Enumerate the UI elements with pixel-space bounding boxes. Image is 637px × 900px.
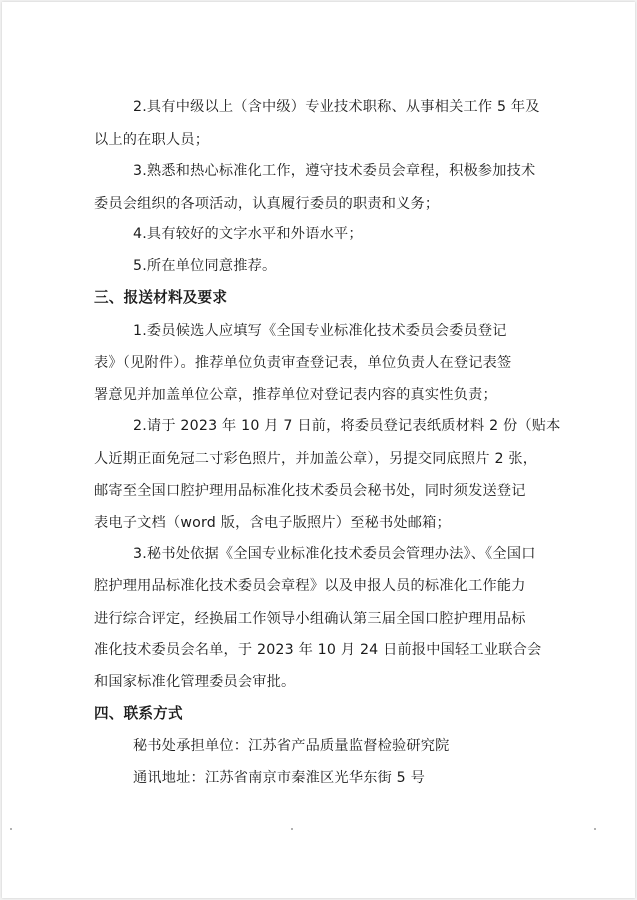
materials-item-3-line-4: 准化技术委员会名单，于 2023 年 10 月 24 日前报中国轻工业联合会 bbox=[94, 642, 542, 658]
section-heading-contact: 四、联系方式 bbox=[94, 705, 183, 722]
materials-item-2-line-3: 邮寄至全国口腔护理用品标准化技术委员会秘书处，同时须发送登记 bbox=[94, 483, 526, 499]
materials-item-2-line-4: 表电子文档（word 版，含电子版照片）至秘书处邮箱； bbox=[94, 515, 451, 531]
materials-item-3-line-3: 进行综合评定，经换届工作领导小组确认第三届全国口腔护理用品标 bbox=[94, 611, 526, 627]
materials-item-2-line-2: 人近期正面免冠二寸彩色照片，并加盖公章），另提交同底照片 2 张， bbox=[94, 451, 538, 467]
scan-speck bbox=[594, 828, 596, 830]
qualification-item-2-line-1: 2.具有中级以上（含中级）专业技术职称、从事相关工作 5 年及 bbox=[133, 99, 540, 115]
qualification-item-3-line-2: 委员会组织的各项活动，认真履行委员的职责和义务； bbox=[94, 196, 440, 212]
materials-item-1-line-3: 署意见并加盖单位公章，推荐单位对登记表内容的真实性负责； bbox=[94, 387, 497, 403]
qualification-item-2-line-2: 以上的在职人员； bbox=[94, 132, 210, 148]
contact-address: 通讯地址：江苏省南京市秦淮区光华东街 5 号 bbox=[133, 770, 426, 786]
scan-speck bbox=[10, 828, 12, 830]
section-heading-materials: 三、报送材料及要求 bbox=[94, 289, 228, 306]
materials-item-1-line-2: 表》（见附件）。推荐单位负责审查登记表，单位负责人在登记表签 bbox=[94, 355, 512, 371]
qualification-item-4: 4.具有较好的文字水平和外语水平； bbox=[133, 226, 363, 242]
materials-item-3-line-1: 3.秘书处依据《全国专业标准化技术委员会管理办法》、《全国口 bbox=[133, 546, 536, 562]
materials-item-3-line-5: 和国家标准化管理委员会审批。 bbox=[94, 674, 296, 690]
materials-item-2-line-1: 2.请于 2023 年 10 月 7 日前，将委员登记表纸质材料 2 份（贴本 bbox=[133, 418, 561, 434]
materials-item-3-line-2: 腔护理用品标准化技术委员会章程》以及申报人员的标准化工作能力 bbox=[94, 578, 526, 594]
document-page bbox=[2, 2, 635, 898]
contact-unit: 秘书处承担单位：江苏省产品质量监督检验研究院 bbox=[133, 738, 450, 754]
qualification-item-3-line-1: 3.熟悉和热心标准化工作，遵守技术委员会章程，积极参加技术 bbox=[133, 163, 536, 179]
qualification-item-5: 5.所在单位同意推荐。 bbox=[133, 258, 277, 274]
materials-item-1-line-1: 1.委员候选人应填写《全国专业标准化技术委员会委员登记 bbox=[133, 323, 507, 339]
scan-speck bbox=[291, 828, 293, 830]
